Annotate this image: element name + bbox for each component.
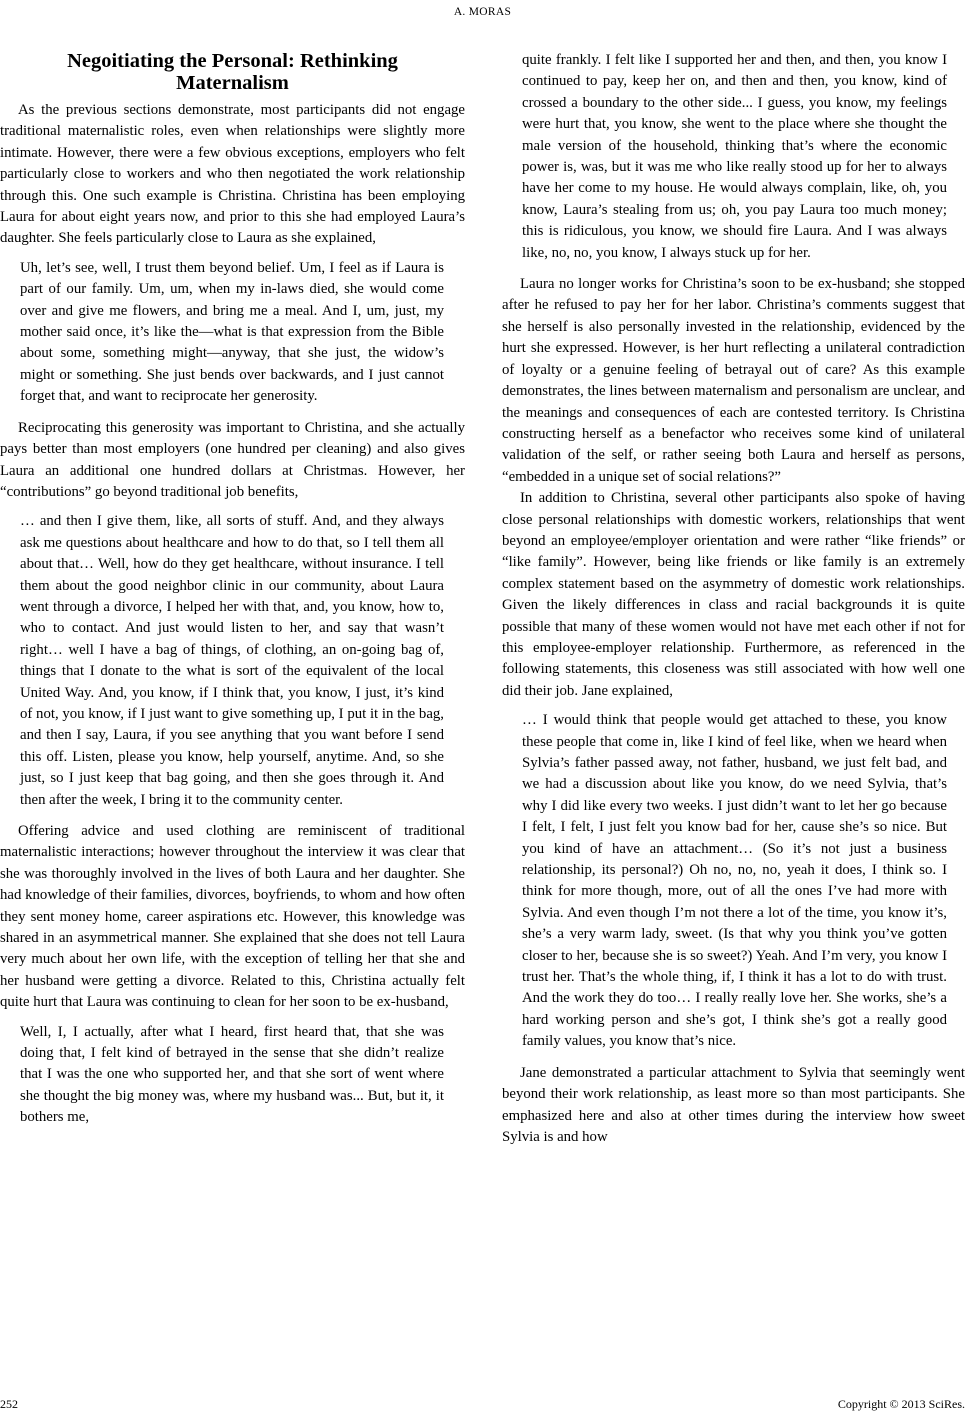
- paragraph: Reciprocating this generosity was important to Christina, and she actually pays better than most employers (one hundred per cleaning) and also gives Laura an additional one hundred dollars at Christmas. However, her “contributions” go beyond traditional job benefits,: [0, 419, 465, 500]
- block-quote-continued: quite frankly. I felt like I supported her and then, and then, you know I continued to pay, keep her on, and then and then, you know, kind of crossed a boundary to the other side... I guess, you know, my feelings were hurt that, you know, she went to the place where she thought the male version of the household, thinking that’s where the economic power is, was, but it was me who like really stood up for her to always have her come to my house. He would always complain, like, oh, you know, Laura’s stealing from us; oh, you pay Laura too much money; this is ridiculous, you know, we should fire Laura. And I was always like, no, no, you know, I always stuck up for her.: [522, 52, 947, 261]
- running-head: A. MORAS: [453, 6, 512, 18]
- paragraph: As the previous sections demonstrate, most participants did not engage traditional maternalistic roles, even when relationships were slightly more intimate. However, there were a few obvious exceptions, employers who felt particularly close to workers and who then negotiated the work relationship through this. One such example is Christina. Christina has been employing Laura for about eight years now, and prior to this she had employed Laura’s daughter. She feels particularly close to Laura as she explained,: [0, 102, 465, 247]
- block-quote: Uh, let’s see, well, I trust them beyond belief. Um, I feel as if Laura is part of our family. Um, um, when my in-laws died, she would come over and give me flowers, and bring me a meal. And I, um, just, my mother said once, it’s like the—what is that expression from the Bible about some, something might—anyway, that she just, the widow’s might or something. She just bends over backwards, and I just cannot forget that, and want to reciprocate her generosity.: [20, 259, 444, 405]
- right-column: [502, 50, 965, 1148]
- paragraph: Offering advice and used clothing are reminiscent of traditional maternalistic interactions; however throughout the interview it was clear that she was thoroughly involved in the lives of both Laura and her daughter. She had knowledge of their families, divorces, boyfriends, to whom and how often they sent money home, career aspirations etc. However, this knowledge was shared in an asymmetrical manner. She explained that she does not tell Laura very much about her own life, with the exception of telling her that she and her husband were getting a divorce. Related to this, Christina actually felt quite hurt that Laura was continuing to clean for her soon to be ex-husband,: [0, 823, 465, 1011]
- paragraph: Jane demonstrated a particular attachment to Sylvia that seemingly went beyond their work relationship, as least more so than most participants. She emphasized here and also at other times during the interview how sweet Sylvia is and how: [502, 1064, 965, 1145]
- block-quote: … and then I give them, like, all sorts of stuff. And, and they always ask me questions about healthcare and how to do that, so I tell them all about that… Well, how do they get healthcare, without insurance. I tell them about the good neighbor clinic in our community, about Laura went through a divorce, I helped her with that, and, you know, how to, who to contact. And just would listen to her, and say that wasn’t right… well I have a bag of things, of clothing, an on-going bag of, things that I donate to the what is sort of the equivalent of the local United Way. And, you know, if I think that, you know, I just, it’s kind of not, you know, if I just want to give something up, I put it in the bag, and then I say, Laura, if you see anything that you want before I send this off. Listen, please you know, help yourself, anytime. And, so she just, so I just keep that bag going, and then she goes through it. And then after the week, I bring it to the community center.: [20, 513, 444, 808]
- copyright-notice: Copyright © 2013 SciRes.: [837, 1397, 965, 1411]
- paragraph: Laura no longer works for Christina’s soon to be ex-husband; she stopped after he refused to pay her for her labor. Christina’s comments suggest that she herself is also personally invested in the relationship, evidenced by the hurt she expressed. However, is her hurt reflecting a unilateral contradiction of loyalty or a genuine feeling of betrayal out of care? As this example demonstrates, the lines between maternalism and personalism are unclear, and the meanings and consequences of each are contested territory. Is Christina constructing herself as a benefactor who receives some kind of unilateral validation of the self, or rather seeing both Laura and herself as persons, “embedded in a unique set of social relations?”: [502, 276, 965, 485]
- paragraph: In addition to Christina, several other participants also spoke of having close personal relationships with domestic workers, relationships that went beyond an employee/employer orientation and were rather “like friends” or “like family”. However, being like friends or like family is an extremely complex statement based on the asymmetry of domestic work relationships. Given the likely differences in class and racial backgrounds it is quite possible that many of these women would not have met each other if not for this employee-employer relationship. Furthermore, as referenced in the following statements, this closeness was still associated with how well one did their job. Jane explained,: [502, 490, 965, 699]
- left-column: [0, 50, 465, 1139]
- block-quote: Well, I, I actually, after what I heard, first heard that, that she was doing that, I felt kind of betrayed in the sense that she didn’t realize that I was the one who supported her, and that she sort of went where she thought the big money was, where my husband was... But, but it, it bothers me,: [20, 1023, 444, 1126]
- page-number: 252: [0, 1397, 18, 1411]
- section-title: Negoitiating the Personal: Rethinking Maternalism: [67, 50, 398, 94]
- block-quote: … I would think that people would get attached to these, you know these people that come in, like I kind of feel like, when we heard when Sylvia’s father passed away, not father, husband, we just felt bad, and we had a discussion about like you know, do we need Sylvia, that’s why I did like every two weeks. I just didn’t want to let her go because I felt, I felt, I just felt you know bad for her, cause she’s so nice. But you kind of have an attachment… (So it’s not just a business relationship, its personal?) Oh no, no, no, yeah it does, I think so. I think for more though, more, out of all the ones I’ve had more with Sylvia. And even though I’m not there a lot of the time, you know it’s, she’s a very warm lady, sweet. (Is that why you think you’ve gotten closer to her, because she is so sweet?) Yeah. And I’m very, you know I trust her. That’s the whole thing, if, I think it has a lot to do with trust. And the work they do too… I really really love her. She works, she’s a hard working person and she’s got, I think she’s got a really good family values, you know that’s nice.: [522, 712, 947, 1050]
